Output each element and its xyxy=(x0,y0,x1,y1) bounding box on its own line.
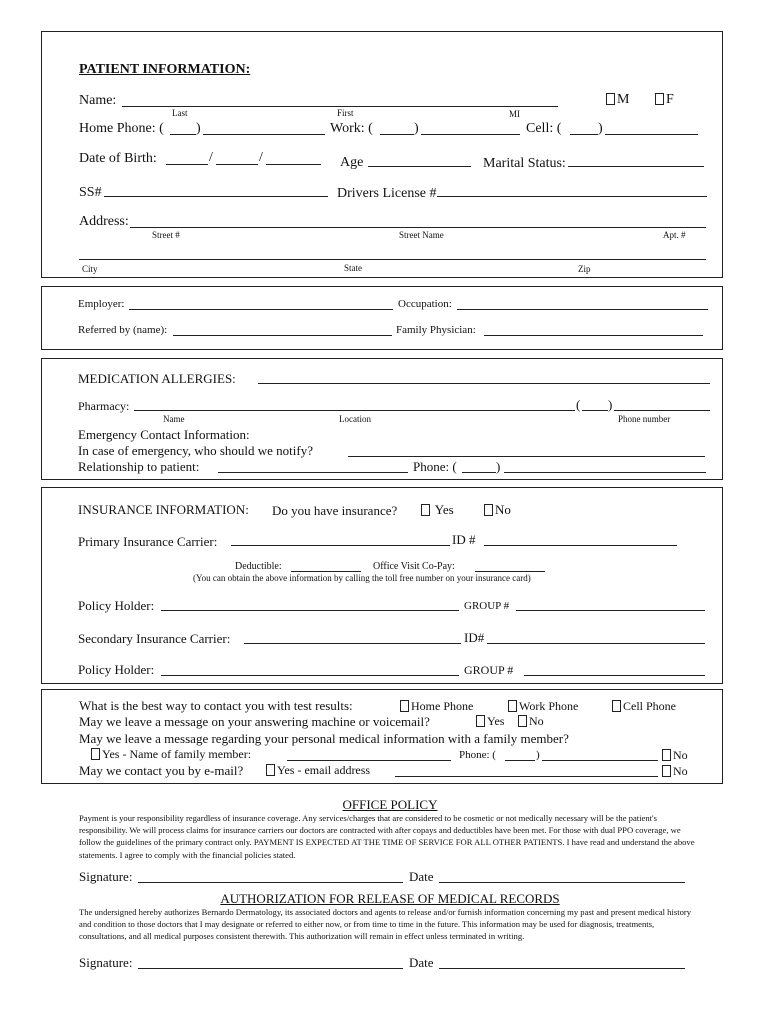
home-phone-checkbox[interactable] xyxy=(400,700,409,712)
contact-cell-phone-option[interactable] xyxy=(612,700,676,712)
policy-holder-2-label: Policy Holder: xyxy=(78,662,155,677)
email-yes-label: Yes - email address xyxy=(277,763,371,777)
group-field[interactable] xyxy=(516,610,705,611)
pharmacy-phone-field[interactable] xyxy=(614,410,710,411)
policy-holder-label: Policy Holder: xyxy=(78,598,155,613)
authorization-signature-field[interactable] xyxy=(138,968,403,969)
email-yes-checkbox[interactable] xyxy=(266,764,275,776)
cell-phone-field[interactable] xyxy=(605,134,698,135)
pharmacy-location-caption: Location xyxy=(339,414,371,424)
marital-status-label: Marital Status: xyxy=(483,156,566,171)
email-no-label: No xyxy=(673,764,688,778)
voicemail-yes-option[interactable] xyxy=(476,715,504,727)
work-phone-checkbox[interactable] xyxy=(508,700,517,712)
family-message-question: May we leave a message regarding your personal medical information with a family member? xyxy=(79,731,569,746)
work-phone-close: ) xyxy=(414,121,419,136)
female-checkbox[interactable] xyxy=(655,93,664,105)
home-phone-area-field[interactable] xyxy=(170,134,196,135)
emergency-phone-field[interactable] xyxy=(504,472,706,473)
test-results-question: What is the best way to contact you with test results: xyxy=(79,698,353,713)
pharmacy-name-caption: Name xyxy=(163,414,185,424)
group-label: GROUP # xyxy=(464,600,510,612)
policy-signature-field[interactable] xyxy=(138,882,403,883)
policy-date-field[interactable] xyxy=(439,882,685,883)
voicemail-no-label: No xyxy=(529,714,544,728)
apt-caption: Apt. # xyxy=(663,230,686,240)
pharmacy-phone-caption: Phone number xyxy=(618,414,671,424)
pharmacy-phone-close: ) xyxy=(608,397,613,412)
has-insurance-question: Do you have insurance? xyxy=(272,503,398,518)
secondary-id-label: ID# xyxy=(464,630,485,645)
copay-label: Office Visit Co-Pay: xyxy=(373,561,455,572)
family-no-option[interactable] xyxy=(662,749,688,761)
insurance-card-note: (You can obtain the above information by calling the toll free number on your insurance card) xyxy=(193,573,531,583)
policy-date-label: Date xyxy=(409,869,434,884)
primary-id-field[interactable] xyxy=(484,545,677,546)
occupation-label: Occupation: xyxy=(398,298,452,310)
email-no-option[interactable] xyxy=(662,765,688,777)
pharmacy-label: Pharmacy: xyxy=(78,399,130,413)
group-2-label: GROUP # xyxy=(464,663,514,677)
family-yes-label: Yes - Name of family member: xyxy=(102,747,252,761)
deductible-field[interactable] xyxy=(291,571,361,572)
dob-month-field[interactable] xyxy=(166,164,208,165)
dob-day-field[interactable] xyxy=(216,164,258,165)
relationship-label: Relationship to patient: xyxy=(78,459,200,474)
work-phone-field[interactable] xyxy=(421,134,520,135)
first-caption: First xyxy=(337,108,354,118)
referred-by-label: Referred by (name): xyxy=(78,324,168,336)
last-caption: Last xyxy=(172,108,188,118)
drivers-license-field[interactable] xyxy=(437,196,707,197)
family-no-label: No xyxy=(673,748,688,762)
work-phone-label: Work: ( xyxy=(330,121,373,136)
voicemail-yes-label: Yes xyxy=(487,714,505,728)
cell-phone-area-field[interactable] xyxy=(570,134,598,135)
home-phone-option-label: Home Phone xyxy=(411,699,474,713)
dob-label: Date of Birth: xyxy=(79,151,157,166)
pharmacy-phone-open: ( xyxy=(576,397,581,412)
emergency-phone-close: ) xyxy=(496,459,501,474)
family-yes-option[interactable] xyxy=(91,748,251,760)
secondary-carrier-label: Secondary Insurance Carrier: xyxy=(78,631,231,646)
age-field[interactable] xyxy=(368,166,471,167)
insurance-yes-option[interactable] xyxy=(421,503,454,516)
emergency-contact-heading: Emergency Contact Information: xyxy=(78,427,250,442)
city-caption: City xyxy=(82,264,98,274)
voicemail-yes-checkbox[interactable] xyxy=(476,715,485,727)
work-phone-area-field[interactable] xyxy=(380,134,414,135)
cell-phone-label: Cell: ( xyxy=(526,121,562,136)
street-name-caption: Street Name xyxy=(399,230,444,240)
marital-status-field[interactable] xyxy=(568,166,704,167)
cell-phone-checkbox[interactable] xyxy=(612,700,621,712)
family-physician-field[interactable] xyxy=(484,335,703,336)
insurance-yes-label: Yes xyxy=(434,502,454,517)
name-field[interactable] xyxy=(122,106,558,107)
policy-holder-field[interactable] xyxy=(161,610,459,611)
address-street-field[interactable] xyxy=(130,227,706,228)
address-city-field[interactable] xyxy=(79,259,706,260)
email-question: May we contact you by e-mail? xyxy=(79,763,244,778)
insurance-no-option[interactable] xyxy=(484,503,511,516)
patient-info-heading: PATIENT INFORMATION: xyxy=(79,62,251,77)
state-caption: State xyxy=(344,263,362,273)
street-number-caption: Street # xyxy=(152,230,180,240)
female-label: F xyxy=(666,92,674,107)
gender-male-option[interactable] xyxy=(606,93,629,107)
insurance-no-checkbox[interactable] xyxy=(484,504,493,516)
email-address-field[interactable] xyxy=(395,776,658,777)
pharmacy-field[interactable] xyxy=(134,410,575,411)
family-physician-label: Family Physician: xyxy=(396,324,476,336)
office-policy-text: Payment is your responsibility regardless of insurance coverage. Any services/charges that are considered to be cosmetic or not medically necessary will be the patient's responsibility. We will process claims for insurance carriers our doctors are contracted with after copays and deductibles have been met. For those with dual PPO coverage, we follow the guidelines of the primary contract only. PAYMENT IS EXPECTED AT THE TIME OF SERVICE FOR ALL OTHER PATIENTS. I have read and understand the above statements. I agree to comply with the financial policies stated. xyxy=(79,813,695,860)
relationship-field[interactable] xyxy=(218,472,408,473)
zip-caption: Zip xyxy=(578,264,591,274)
family-phone-close: ) xyxy=(536,749,540,761)
home-phone-close: ) xyxy=(196,121,201,136)
voicemail-no-option[interactable] xyxy=(518,715,544,727)
insurance-no-label: No xyxy=(495,502,511,517)
family-phone-field[interactable] xyxy=(542,760,658,761)
authorization-date-label: Date xyxy=(409,955,434,970)
primary-id-label: ID # xyxy=(452,532,476,547)
family-no-checkbox[interactable] xyxy=(662,749,671,761)
secondary-carrier-field[interactable] xyxy=(244,643,461,644)
voicemail-question: May we leave a message on your answering machine or voicemail? xyxy=(79,714,430,729)
age-label: Age xyxy=(340,155,364,170)
copay-field[interactable] xyxy=(475,571,545,572)
contact-work-phone-option[interactable] xyxy=(508,700,578,712)
policy-signature-label: Signature: xyxy=(79,869,133,884)
emergency-notify-label: In case of emergency, who should we notify? xyxy=(78,443,314,458)
occupation-field[interactable] xyxy=(457,309,708,310)
contact-home-phone-option[interactable] xyxy=(400,700,473,712)
address-label: Address: xyxy=(79,214,129,229)
insurance-heading: INSURANCE INFORMATION: xyxy=(78,502,249,517)
drivers-license-label: Drivers License # xyxy=(337,186,437,201)
primary-carrier-field[interactable] xyxy=(231,545,450,546)
group-2-field[interactable] xyxy=(524,675,705,676)
emergency-phone-label: Phone: ( xyxy=(413,459,457,474)
email-no-checkbox[interactable] xyxy=(662,765,671,777)
male-checkbox[interactable] xyxy=(606,93,615,105)
cell-phone-close: ) xyxy=(598,121,603,136)
ss-label: SS# xyxy=(79,185,102,200)
family-yes-checkbox[interactable] xyxy=(91,748,100,760)
family-phone-label: Phone: ( xyxy=(459,749,496,761)
policy-holder-2-field[interactable] xyxy=(161,675,459,676)
insurance-yes-checkbox[interactable] xyxy=(421,504,430,516)
authorization-text: The undersigned hereby authorizes Bernardo Dermatology, its associated doctors and agents to release and/or furnish information concerning my past and present medical history and condition to those doctors that I may designate or referred to either now, or from time to time in the future. This information may be used for diagnosis, treatments, consultations, and all medical purposes consistent therewith. This authorization will remain in effect unless terminated in writing. xyxy=(79,907,692,942)
family-phone-area-field[interactable] xyxy=(505,760,535,761)
medication-allergies-label: MEDICATION ALLERGIES: xyxy=(78,371,236,386)
emergency-phone-area-field[interactable] xyxy=(462,472,496,473)
employer-field[interactable] xyxy=(129,309,393,310)
primary-carrier-label: Primary Insurance Carrier: xyxy=(78,534,218,549)
mi-caption: MI xyxy=(509,109,520,119)
cell-phone-option-label: Cell Phone xyxy=(623,699,676,713)
emergency-notify-field[interactable] xyxy=(348,456,705,457)
home-phone-label: Home Phone: ( xyxy=(79,121,164,136)
medication-allergies-field[interactable] xyxy=(258,383,710,384)
name-label: Name: xyxy=(79,93,117,108)
employer-label: Employer: xyxy=(78,298,125,310)
authorization-signature-label: Signature: xyxy=(79,955,133,970)
gender-female-option[interactable] xyxy=(655,93,674,107)
family-member-name-field[interactable] xyxy=(287,760,451,761)
dob-slash-2: / xyxy=(259,150,263,165)
pharmacy-area-field[interactable] xyxy=(582,410,608,411)
work-phone-option-label: Work Phone xyxy=(519,699,579,713)
referred-by-field[interactable] xyxy=(173,335,392,336)
male-label: M xyxy=(617,92,630,107)
employment-section xyxy=(41,286,723,350)
ss-field[interactable] xyxy=(104,196,328,197)
office-policy-heading: OFFICE POLICY xyxy=(342,797,438,812)
dob-slash-1: / xyxy=(209,150,213,165)
secondary-id-field[interactable] xyxy=(487,643,705,644)
authorization-date-field[interactable] xyxy=(439,968,685,969)
dob-year-field[interactable] xyxy=(266,164,321,165)
deductible-label: Deductible: xyxy=(235,561,282,572)
voicemail-no-checkbox[interactable] xyxy=(518,715,527,727)
email-yes-option[interactable] xyxy=(266,764,370,776)
home-phone-field[interactable] xyxy=(203,134,325,135)
authorization-heading: AUTHORIZATION FOR RELEASE OF MEDICAL RECORDS xyxy=(220,891,560,906)
